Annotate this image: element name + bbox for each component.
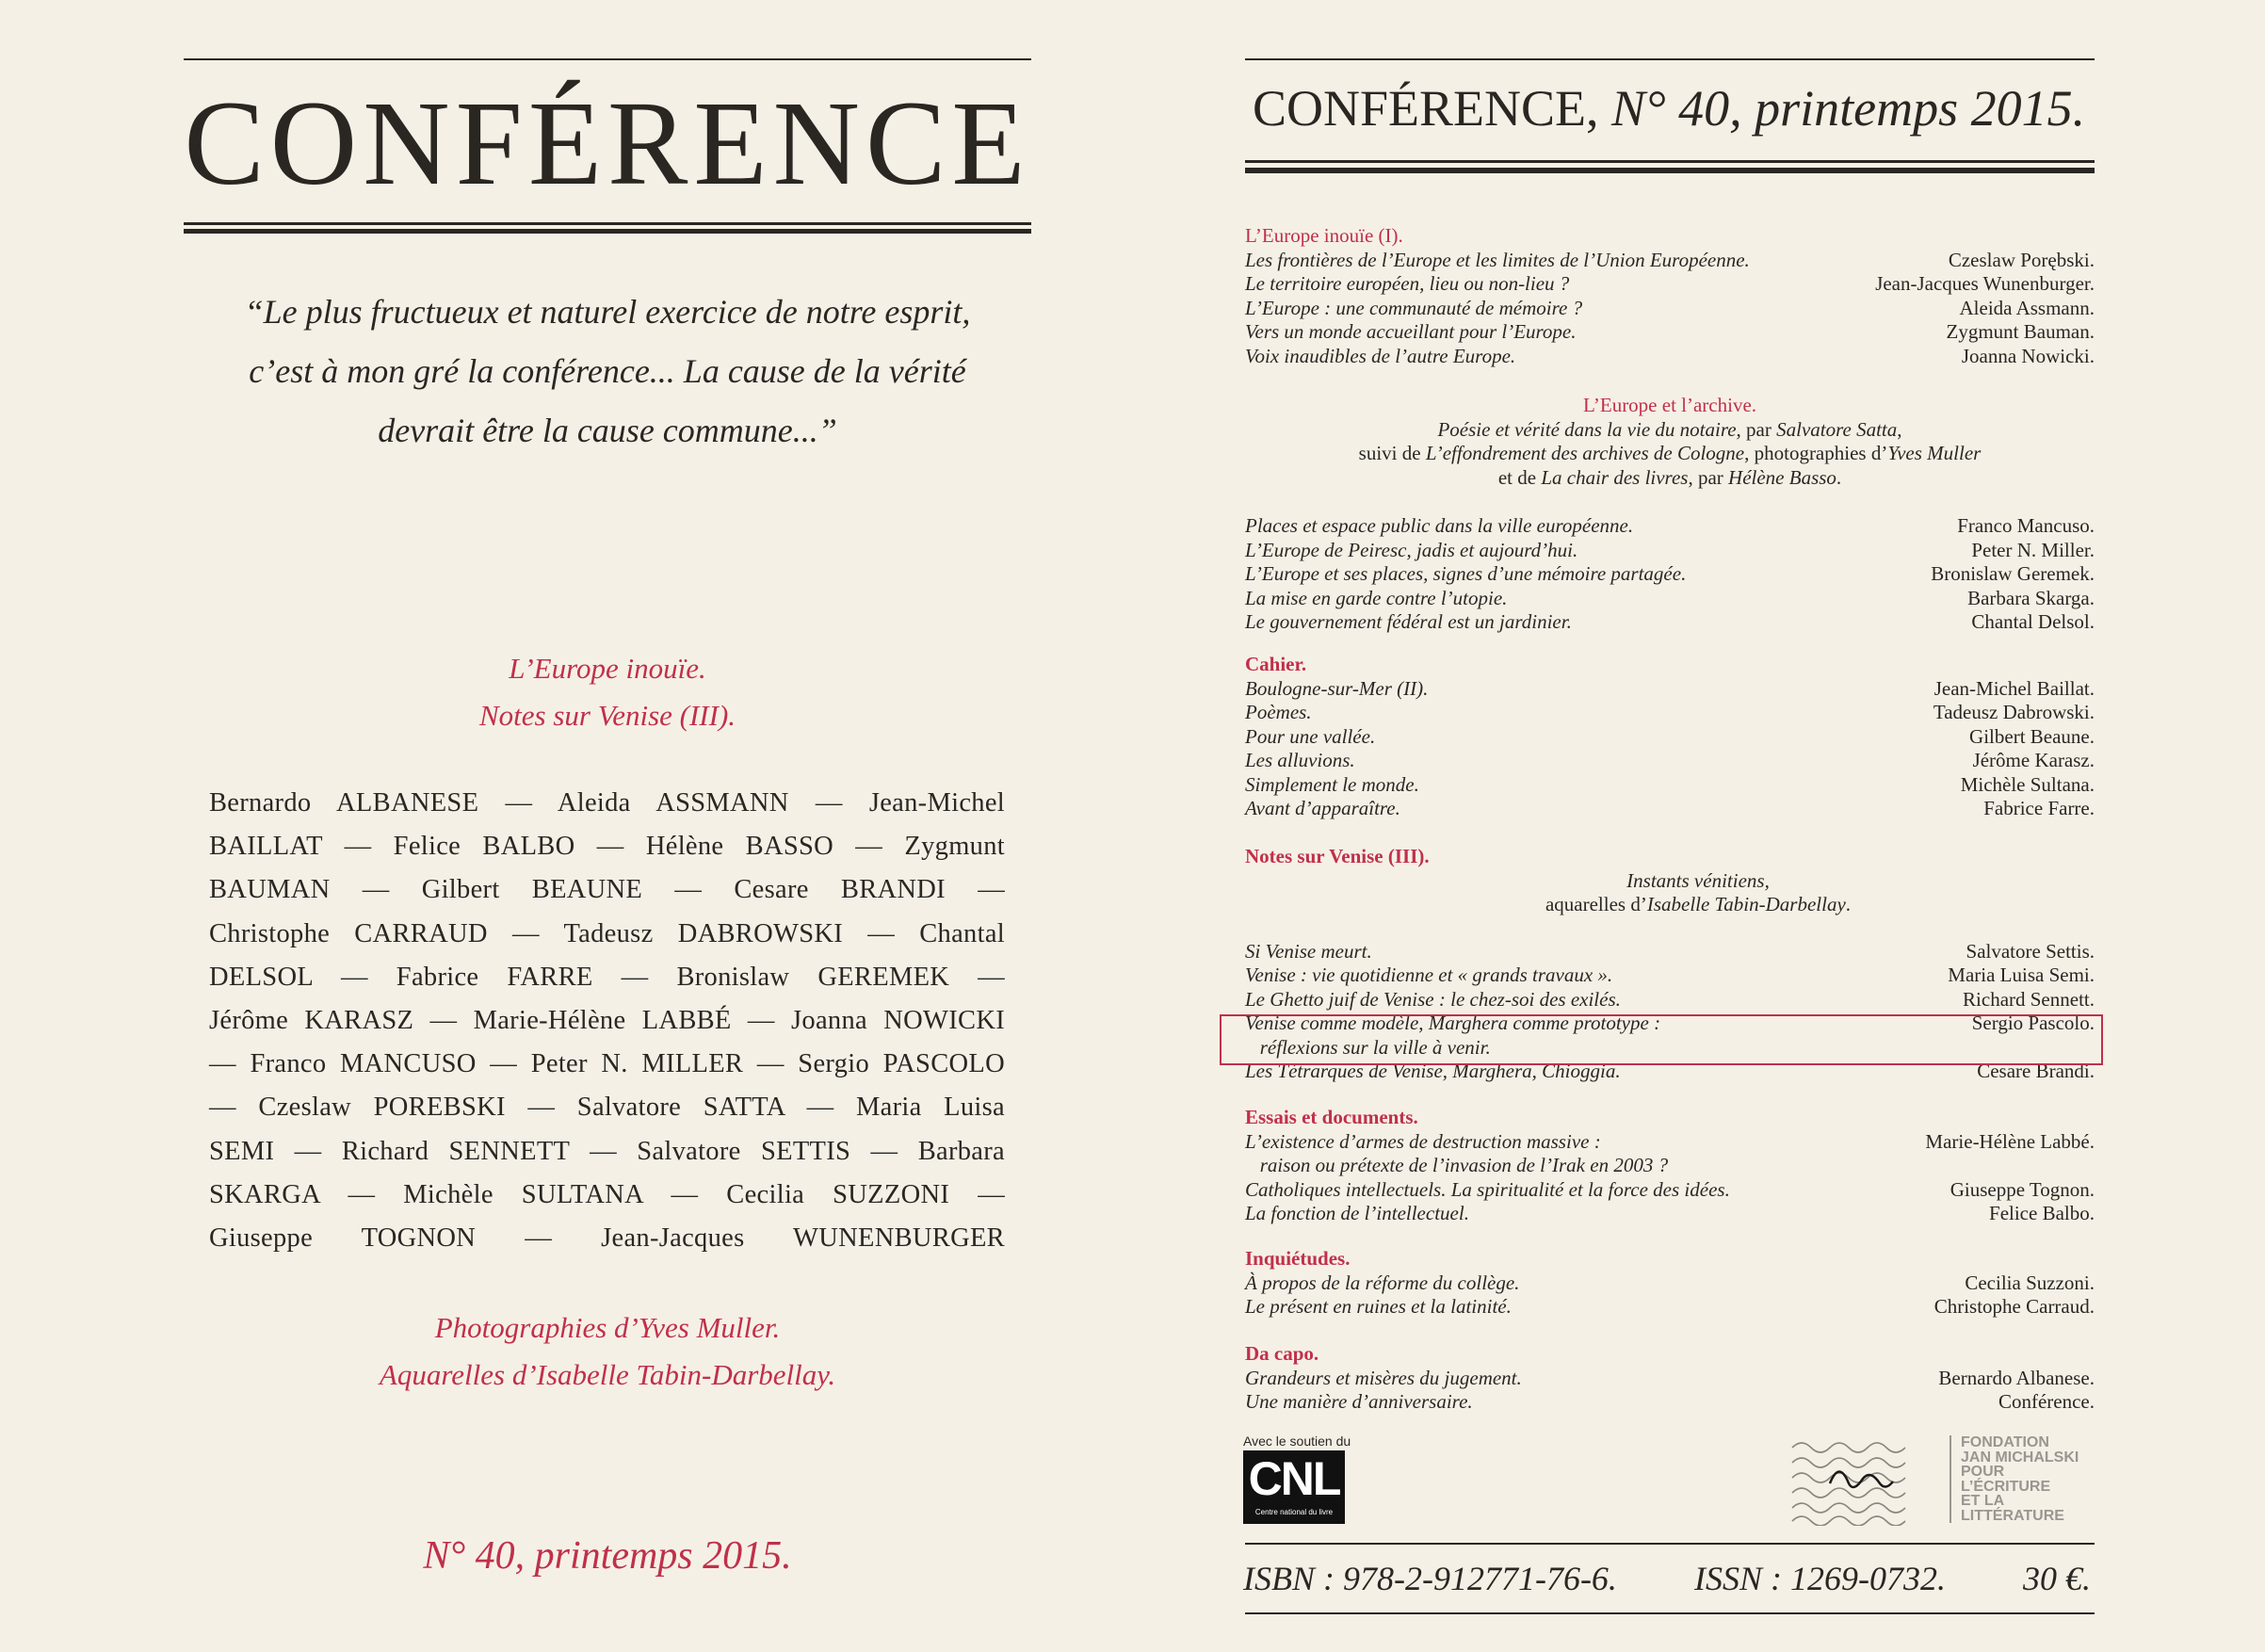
credits — [184, 1304, 1031, 1399]
toc-title: Venise : vie quotidienne et « grands travaux ». — [1245, 964, 1613, 986]
fondation-line: POUR — [1961, 1464, 2005, 1480]
contributors-line: BAILLAT — Felice BALBO — Hélène BASSO — Zygmunt — [209, 832, 1005, 862]
toc-row — [1245, 725, 2095, 750]
author-name: Salvatore Satta — [1776, 417, 1898, 441]
toc-row — [1245, 964, 2095, 988]
toc-title: L’existence d’armes de destruction massive : — [1245, 1129, 1601, 1153]
toc-author: Salvatore Settis. — [1966, 939, 2095, 963]
toc-author: Fabrice Farre. — [1983, 797, 2095, 819]
toc-title: Le Ghetto juif de Venise : le chez-soi des exilés. — [1245, 987, 1621, 1011]
toc-row — [1245, 701, 2095, 725]
toc-title: Simplement le monde. — [1245, 772, 1419, 796]
cnl-support-label: Avec le soutien du — [1243, 1433, 1351, 1449]
toc-author: Chantal Delsol. — [1971, 610, 2095, 633]
archive-line — [1245, 418, 2095, 443]
price: 30 €. — [2022, 1560, 2091, 1597]
toc-author: Sergio Pascolo. — [1971, 1012, 2095, 1034]
top-rule — [1245, 58, 2095, 60]
toc-author: Gilbert Beaune. — [1969, 724, 2095, 748]
toc-author: Jean-Michel Baillat. — [1933, 676, 2095, 700]
toc-title: L’Europe et ses places, signes d’une mémoire partagée. — [1245, 562, 1687, 585]
text: , photographies d’ — [1744, 442, 1888, 464]
footer-identifiers — [1243, 1559, 2091, 1598]
section-essais — [1245, 1106, 2095, 1226]
issn: ISSN : 1269-0732. — [1693, 1560, 1946, 1597]
toc-row — [1245, 1178, 2095, 1203]
toc-title: réflexions sur la ville à venir. — [1245, 1035, 1491, 1059]
toc-row — [1245, 677, 2095, 702]
toc-author: Maria Luisa Semi. — [1948, 964, 2095, 986]
toc-author: Franco Mancuso. — [1957, 514, 2095, 537]
section-heading: Da capo. — [1245, 1342, 1319, 1365]
credit-line: Aquarelles d’Isabelle Tabin-Darbellay. — [379, 1358, 836, 1391]
toc-title: Les frontières de l’Europe et les limites de l’Union Européenne. — [1245, 248, 1750, 271]
fondation-line: L’ÉCRITURE — [1961, 1478, 2051, 1495]
toc-title: L’Europe : une communauté de mémoire ? — [1245, 296, 1583, 319]
section-places — [1245, 514, 2095, 635]
text: , par — [1736, 417, 1777, 441]
toc-title: Places et espace public dans la ville européenne. — [1245, 514, 1634, 537]
toc-author: Aleida Assmann. — [1959, 296, 2095, 319]
toc-row — [1245, 320, 2095, 345]
contributors-line: BAUMAN — Gilbert BEAUNE — Cesare BRANDI — — [209, 875, 1005, 905]
work-title: L’effondrement des archives de Cologne — [1425, 442, 1745, 464]
author-name: Yves Muller — [1887, 442, 1982, 464]
toc-author: Peter N. Miller. — [1971, 538, 2095, 561]
toc-title: À propos de la réforme du collège. — [1245, 1271, 1520, 1294]
toc-author: Bronislaw Geremek. — [1931, 562, 2095, 585]
toc-author: Felice Balbo. — [1989, 1202, 2095, 1224]
text: . — [1845, 893, 1852, 915]
toc-title: Les alluvions. — [1245, 749, 1355, 771]
rule — [1245, 160, 2095, 163]
fondation-line: ET LA — [1961, 1493, 2005, 1509]
contributors-line: Christophe CARRAUD — Tadeusz DABROWSKI — Chantal — [209, 918, 1005, 948]
cnl-logo-subtext: Centre national du livre — [1254, 1508, 1334, 1516]
toc-row — [1245, 1130, 2095, 1155]
toc-row — [1245, 1390, 2095, 1415]
contributors-line: Bernardo ALBANESE — Aleida ASSMANN — Jean-Michel — [209, 788, 1005, 818]
toc-title: Boulogne-sur-Mer (II). — [1245, 676, 1429, 700]
toc-row — [1245, 1154, 2095, 1178]
toc-author: Barbara Skarga. — [1967, 586, 2095, 609]
toc-title: raison ou prétexte de l’invasion de l’Irak en 2003 ? — [1245, 1154, 1669, 1176]
section-heading: Cahier. — [1245, 653, 1307, 675]
toc-title: Avant d’apparaître. — [1245, 797, 1400, 819]
toc-row — [1245, 1202, 2095, 1226]
bottom-rule — [1245, 1612, 2095, 1614]
highlight-box — [1220, 1014, 2103, 1065]
toc-title: Venise comme modèle, Marghera comme prototype : — [1245, 1012, 1661, 1034]
toc-title: Poèmes. — [1245, 701, 1312, 723]
toc-author: Marie-Hélène Labbé. — [1925, 1129, 2095, 1153]
subtitle-line: Notes sur Venise (III). — [478, 699, 736, 732]
toc-row — [1245, 749, 2095, 773]
toc-row — [1245, 272, 2095, 297]
credit-line: Photographies d’Yves Muller. — [434, 1311, 781, 1344]
toc-author: Richard Sennett. — [1963, 987, 2095, 1011]
cnl-logo-text: CNL — [1248, 1452, 1340, 1505]
toc-title: Une manière d’anniversaire. — [1245, 1390, 1473, 1413]
text: et de — [1497, 465, 1542, 489]
contributors-line: SKARGA — Michèle SULTANA — Cecilia SUZZONI — — [209, 1179, 1005, 1209]
contributors-line: — Czeslaw POREBSKI — Salvatore SATTA — Maria Luisa — [209, 1093, 1005, 1123]
toc-row — [1245, 587, 2095, 611]
toc-title: L’Europe de Peiresc, jadis et aujourd’hui. — [1245, 538, 1578, 561]
section-heading: Notes sur Venise (III). — [1245, 845, 1430, 867]
toc-row — [1245, 988, 2095, 1012]
text: . — [1836, 465, 1842, 489]
cnl-logo — [1243, 1450, 1345, 1524]
epigraph-quote — [184, 283, 1031, 461]
work-title: La chair des livres — [1541, 465, 1689, 489]
contents-title — [1253, 80, 2100, 137]
rule — [184, 222, 1031, 225]
toc-author: Conférence. — [1998, 1390, 2095, 1413]
toc-row — [1245, 297, 2095, 321]
instants-line: Instants vénitiens, — [1626, 868, 1770, 892]
toc-author: Cesare Brandi. — [1977, 1060, 2095, 1082]
toc-author: Czeslaw Porębski. — [1948, 248, 2095, 271]
toc-row — [1245, 773, 2095, 798]
quote-line: “Le plus fructueux et naturel exercice de notre esprit, — [244, 293, 971, 331]
toc-author: Tadeusz Dabrowski. — [1933, 701, 2095, 723]
toc-row — [1245, 345, 2095, 369]
contributors-line: Jérôme KARASZ — Marie-Hélène LABBÉ — Joanna NOWICKI — [209, 1006, 1005, 1036]
quote-line: devrait être la cause commune...” — [378, 412, 837, 449]
top-rule — [184, 58, 1031, 60]
title-issue: N° 40, printemps 2015. — [1611, 80, 2086, 137]
toc-author: Bernardo Albanese. — [1938, 1366, 2095, 1389]
text: aquarelles d’ — [1545, 893, 1647, 915]
toc-title: Le présent en ruines et la latinité. — [1245, 1295, 1512, 1318]
fondation-line: LITTÉRATURE — [1961, 1507, 2064, 1524]
text: , par — [1688, 465, 1729, 489]
archive-line — [1245, 466, 2095, 491]
toc-row — [1245, 797, 2095, 821]
page-title: CONFÉRENCE — [184, 76, 1031, 210]
author-name: Isabelle Tabin-Darbellay — [1646, 893, 1846, 915]
toc-author: Michèle Sultana. — [1960, 772, 2095, 796]
contributors-line: SEMI — Richard SENNETT — Salvatore SETTIS — Barbara — [209, 1136, 1005, 1166]
quote-line: c’est à mon gré la conférence... La cause de la vérité — [249, 352, 966, 390]
contributors-line: — Franco MANCUSO — Peter N. MILLER — Sergio PASCOLO — [209, 1049, 1005, 1079]
fondation-name — [1950, 1435, 2121, 1523]
toc-row — [1245, 1295, 2095, 1320]
author-name: Hélène Basso — [1728, 465, 1836, 489]
fondation-line: FONDATION — [1961, 1434, 2049, 1450]
section-heading: Inquiétudes. — [1245, 1247, 1351, 1270]
toc-row — [1245, 610, 2095, 635]
title-main: CONFÉRENCE, — [1253, 80, 1599, 137]
toc-title: Le territoire européen, lieu ou non-lieu ? — [1245, 272, 1570, 295]
toc-author: Zygmunt Bauman. — [1946, 320, 2095, 343]
issue-number: N° 40, printemps 2015. — [423, 1534, 792, 1578]
contributors-list — [209, 782, 1005, 1260]
section-heading: Essais et documents. — [1245, 1106, 1418, 1128]
section-cahier — [1245, 653, 2095, 821]
toc-author: Joanna Nowicki. — [1961, 344, 2095, 367]
toc-title: Voix inaudibles de l’autre Europe. — [1245, 344, 1516, 367]
toc-title: Les Tétrarques de Venise, Marghera, Chioggia. — [1245, 1060, 1621, 1082]
archive-line — [1245, 442, 2095, 466]
rule — [1245, 1543, 2095, 1545]
section-europe-archive — [1245, 394, 2095, 490]
isbn: ISBN : 978-2-912771-76-6. — [1243, 1560, 1617, 1597]
text: , — [1897, 417, 1902, 441]
rule-thick — [1245, 168, 2095, 173]
issue-subtitle — [184, 645, 1031, 739]
toc-author: Jérôme Karasz. — [1972, 749, 2095, 771]
section-inquietudes — [1245, 1247, 2095, 1320]
work-title: Poésie et vérité dans la vie du notaire — [1437, 417, 1737, 441]
contributors-line: DELSOL — Fabrice FARRE — Bronislaw GEREMEK — — [209, 962, 1005, 992]
toc-row — [1245, 1367, 2095, 1391]
rule-thick — [184, 229, 1031, 234]
toc-row — [1245, 940, 2095, 964]
fondation-signature-art — [1788, 1436, 1929, 1526]
toc-row — [1245, 1271, 2095, 1296]
toc-row — [1245, 249, 2095, 273]
toc-author: Christophe Carraud. — [1933, 1295, 2095, 1318]
toc-title: Grandeurs et misères du jugement. — [1245, 1366, 1522, 1389]
contributors-line: Giuseppe TOGNON — Jean-Jacques WUNENBURGER — [209, 1223, 1005, 1254]
text: suivi de — [1358, 442, 1426, 464]
toc-row — [1245, 539, 2095, 563]
toc-row — [1245, 514, 2095, 539]
toc-title: Si Venise meurt. — [1245, 939, 1372, 963]
aquarelles-line — [1245, 893, 2095, 917]
toc-title: Pour une vallée. — [1245, 724, 1376, 748]
section-heading: L’Europe inouïe (I). — [1245, 224, 1403, 247]
toc-title: Catholiques intellectuels. La spiritualité et la force des idées. — [1245, 1177, 1730, 1201]
toc-author: Giuseppe Tognon. — [1950, 1177, 2095, 1201]
fondation-line: JAN MICHALSKI — [1961, 1449, 2079, 1466]
toc-title: Vers un monde accueillant pour l’Europe. — [1245, 320, 1577, 343]
section-europe-inouie — [1245, 224, 2095, 368]
toc-title: La fonction de l’intellectuel. — [1245, 1202, 1469, 1224]
toc-title: Le gouvernement fédéral est un jardinier. — [1245, 610, 1572, 633]
section-da-capo — [1245, 1342, 2095, 1415]
toc-author: Cecilia Suzzoni. — [1965, 1271, 2095, 1294]
left-page — [0, 0, 1130, 1652]
subtitle-line: L’Europe inouïe. — [509, 652, 706, 685]
toc-author: Jean-Jacques Wunenburger. — [1875, 272, 2095, 295]
section-heading: L’Europe et l’archive. — [1582, 394, 1757, 416]
toc-row — [1245, 562, 2095, 587]
toc-title: La mise en garde contre l’utopie. — [1245, 586, 1508, 609]
